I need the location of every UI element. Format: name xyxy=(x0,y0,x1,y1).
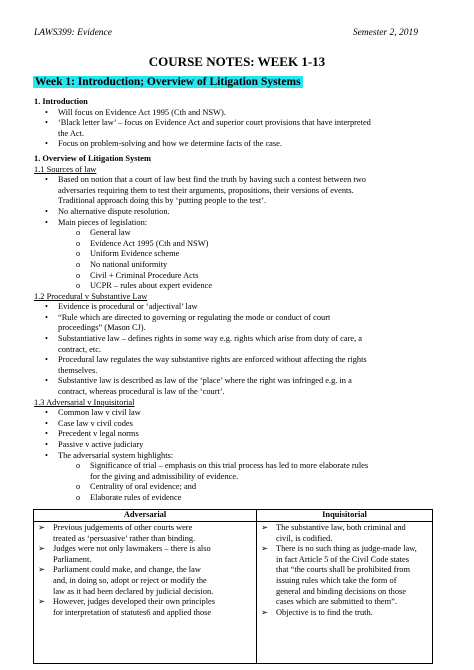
sources-heading: 1.1 Sources of law xyxy=(34,164,97,174)
circle-bullet-icon: o xyxy=(76,482,81,492)
table-header-row xyxy=(34,510,433,522)
adversarial-heading: 1.3 Adversarial v Inquisitorial xyxy=(34,397,135,407)
arrow-bullet-icon: ➢ xyxy=(38,544,46,554)
bullet-icon: • xyxy=(45,139,48,149)
list-item: ➢ The substantive law, both criminal and civil, is codified. xyxy=(261,523,406,543)
arrow-bullet-icon: ➢ xyxy=(38,597,46,607)
list-item: • Main pieces of legislation: xyxy=(45,217,148,227)
bullet-icon: • xyxy=(45,312,48,322)
sub-list-item: o General law xyxy=(76,228,131,238)
bullet-icon: • xyxy=(45,118,48,128)
list-item: ➢ Parliament could make, and change, the law and, in doing so, adopt or reject or modify the law as it had been declared by judicial decision. xyxy=(38,565,214,596)
page-title: COURSE NOTES: WEEK 1-13 xyxy=(148,54,326,69)
bullet-icon: • xyxy=(45,450,48,460)
sub-list-item: o Centrality of oral evidence; and xyxy=(76,482,197,492)
arrow-bullet-icon: ➢ xyxy=(38,565,46,575)
arrow-bullet-icon: ➢ xyxy=(261,544,269,554)
list-item: ➢ However, judges developed their own principles for interpretation of statutes6 and applied those xyxy=(38,597,215,617)
sub-list-item: o Uniform Evidence scheme xyxy=(76,249,180,259)
list-item: • Substantive law is described as law of the ‘place’ where the right was infringed e.g. in a contract, whereas procedural is law of the ‘court’. xyxy=(45,376,352,397)
notes-body xyxy=(34,97,434,504)
bullet-icon: • xyxy=(45,408,48,418)
circle-bullet-icon: o xyxy=(76,492,81,502)
bullet-icon: • xyxy=(45,440,48,449)
comparison-table xyxy=(33,509,433,664)
header-course-code: LAWS399: Evidence xyxy=(34,28,112,38)
procedural-heading: 1.2 Procedural v Substantive Law xyxy=(34,291,148,301)
circle-bullet-icon: o xyxy=(76,461,81,471)
list-item: ➢ Previous judgements of other courts were treated as ‘persuasive’ rather than binding. xyxy=(38,523,196,543)
list-item: • “Rule which are directed to governing or regulating the mode or conduct of court proceedings” (Mason CJ). xyxy=(45,312,331,333)
list-item: ➢ There is no such thing as judge-made law, in fact Article 5 of the Civil Code states that “the courts shall be prohibited from issuing rules which take the form of general and binding decisions on those cases which are submitted to them”. xyxy=(261,544,417,607)
circle-bullet-icon: o xyxy=(76,259,81,269)
list-item: • Substantiative law – defines rights in some way e.g. rights which arise from duty of care, a contract, etc. xyxy=(45,334,362,354)
bullet-icon: • xyxy=(45,376,48,386)
bullet-icon: • xyxy=(45,175,48,185)
list-item: ➢ Objective is to find the truth. xyxy=(261,607,373,617)
circle-bullet-icon: o xyxy=(76,270,81,280)
list-item: • Procedural law regulates the way substantive rights are enforced without affecting the rights themselves. xyxy=(45,355,367,375)
arrow-bullet-icon: ➢ xyxy=(261,607,269,617)
bullet-icon: • xyxy=(45,206,48,216)
adversarial-cell xyxy=(34,522,257,664)
inquisitorial-cell xyxy=(257,522,433,664)
arrow-bullet-icon: ➢ xyxy=(38,523,46,532)
circle-bullet-icon: o xyxy=(76,238,81,248)
list-item: • The adversarial system highlights: xyxy=(45,450,174,460)
overview-heading: 1. Overview of Litigation System xyxy=(34,153,152,163)
list-item: • Passive v active judiciary xyxy=(45,440,144,449)
list-item: • No alternative dispute resolution. xyxy=(45,206,170,216)
bullet-icon: • xyxy=(45,429,48,439)
bullet-icon: • xyxy=(45,418,48,428)
sub-list-item: o Elaborate rules of evidence xyxy=(76,492,182,502)
list-item: • Will focus on Evidence Act 1995 (Cth and NSW). xyxy=(45,107,226,117)
list-item: • ‘Black letter law’ – focus on Evidence Act and superior court provisions that have interpreted the Act. xyxy=(45,118,371,138)
list-item: • Case law v civil codes xyxy=(45,418,133,428)
list-item: • Common law v civil law xyxy=(45,408,141,418)
list-item: • Precedent v legal norms xyxy=(45,429,139,439)
sub-list-item: o No national uniformity xyxy=(76,259,168,269)
header-semester: Semester 2, 2019 xyxy=(352,28,418,38)
sub-list-item: o Significance of trial – emphasis on this trial process has led to more elaborate rules for the giving and admissibility of evidence. xyxy=(76,461,369,481)
list-item: • Evidence is procedural or ‘adjectival’ law xyxy=(45,302,198,312)
bullet-icon: • xyxy=(45,302,48,312)
circle-bullet-icon: o xyxy=(76,228,81,238)
sub-list-item: o Civil + Criminal Procedure Acts xyxy=(76,270,199,280)
sub-list-item: o Evidence Act 1995 (Cth and NSW) xyxy=(76,238,209,248)
inquisitorial-column-header: Inquisitorial xyxy=(257,510,433,522)
bullet-icon: • xyxy=(45,217,48,227)
circle-bullet-icon: o xyxy=(76,281,81,291)
week-heading: Week 1: Introduction; Overview of Litigation Systems xyxy=(35,76,301,88)
arrow-bullet-icon: ➢ xyxy=(261,523,269,532)
bullet-icon: • xyxy=(45,334,48,344)
bullet-icon: • xyxy=(45,355,48,365)
list-item: ➢ Judges were not only lawmakers – there is also Parliament. xyxy=(38,544,211,564)
table-row xyxy=(34,522,433,664)
bullet-icon: • xyxy=(45,107,48,117)
circle-bullet-icon: o xyxy=(76,249,81,259)
intro-heading: 1. Introduction xyxy=(34,97,88,106)
sub-list-item: o UCPR – rules about expert evidence xyxy=(76,281,213,291)
list-item: • Based on notion that a court of law best find the truth by having such a contest between two adversaries requiring them to test their arguments, propositions, their versions of events. Traditional approach doing this by ‘putting people to the test’. xyxy=(45,175,366,206)
list-item: • Focus on problem-solving and how we determine facts of the case. xyxy=(45,139,282,149)
adversarial-column-header: Adversarial xyxy=(34,510,257,522)
